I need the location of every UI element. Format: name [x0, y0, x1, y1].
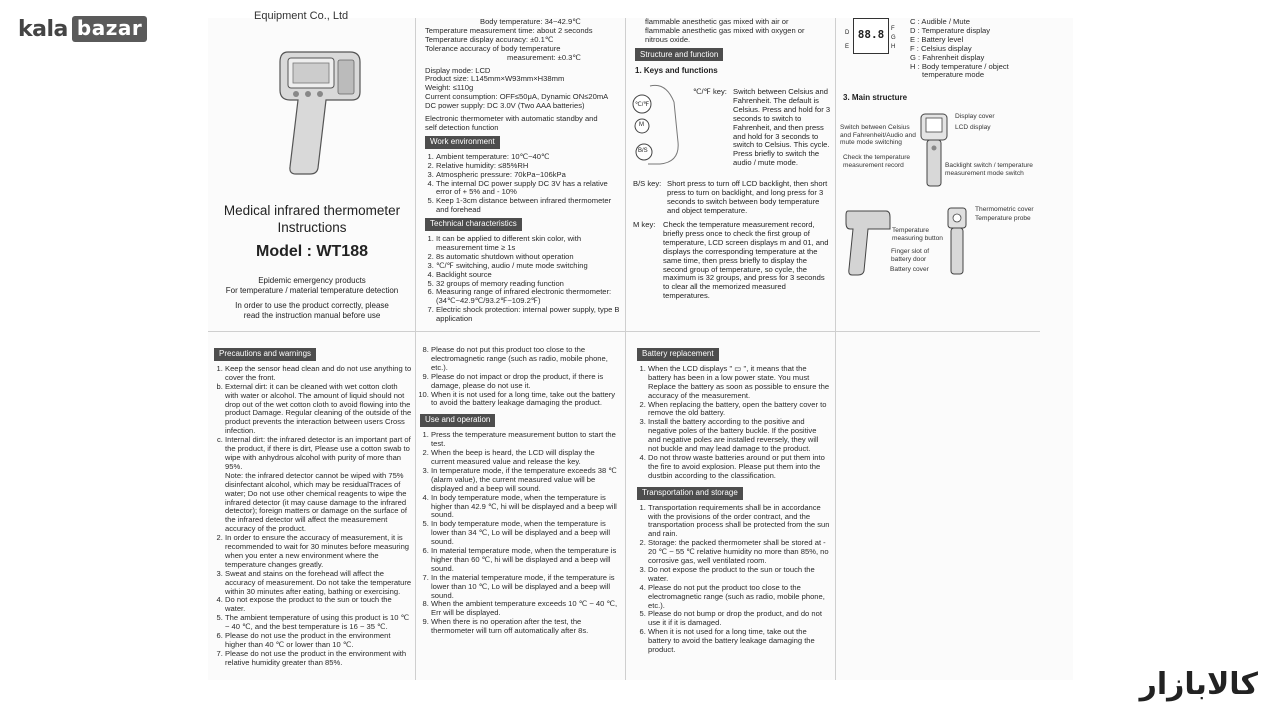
- spec-line: Body temperature: 34~42.9℃: [480, 17, 581, 26]
- battery-column: [637, 345, 831, 655]
- list-item: 2. Storage: the packed thermometer shall be stored at - 20 ℃ ~ 55 ℃ relative humidity no more than 85%, no corrosive gas, well ventilated room.: [648, 539, 831, 566]
- list-item: 1. It can be applied to different skin color, with measurement time ≥ 1s: [436, 235, 621, 253]
- thermometer-illustration: [268, 40, 368, 180]
- label-backlight-switch: Backlight switch / temperature measurement mode switch: [945, 162, 1033, 177]
- list-item: 4. Backlight source: [436, 271, 621, 280]
- spec-line: Temperature measurement time: about 2 seconds: [425, 25, 593, 35]
- cover-note-4: read the instruction manual before use: [243, 310, 381, 320]
- key-m-label: M key:: [633, 220, 656, 229]
- list-item: 9. Please do not impact or drop the product, if there is damage, please do not use it.: [431, 373, 620, 391]
- legend-line: D : Temperature display: [910, 25, 991, 35]
- label-temperature-probe: Temperature probe: [975, 215, 1031, 222]
- list-item: 3. Atmospheric pressure: 70kPa~106kPa: [436, 171, 621, 180]
- transport-storage-list: [637, 504, 831, 655]
- display-legend: [910, 18, 1035, 80]
- list-item: 4. In body temperature mode, when the temperature is higher than 42.9 ℃, hi will be displayed and a beep will sound.: [431, 494, 620, 521]
- lcd-digits: 88.8: [857, 28, 885, 41]
- list-item: b. External dirt: it can be cleaned with wet cotton cloth with water or alcohol. The amount of liquid should not drop out of the wet cotton cloth to avoid flowing into the product Damage. Regular cleaning of the outside of the product prevents the interaction between users Cross infection.: [225, 383, 412, 436]
- lcd-letter-e: E: [845, 44, 850, 50]
- list-item: 1. Keep the sensor head clean and do not use anything to cover the front.: [225, 365, 412, 383]
- bs-button-icon: B/S: [638, 148, 648, 154]
- list-item: 5. In body temperature mode, when the temperature is lower than 34 ℃, Lo will be displayed and a beep will sound.: [431, 520, 620, 547]
- transport-storage-header: Transportation and storage: [637, 487, 743, 500]
- structure-top-line: flammable anesthetic gas mixed with oxygen or: [645, 25, 805, 35]
- use-operation-list: [420, 431, 620, 636]
- fold-line-3: [835, 18, 836, 680]
- list-item: 1. Ambient temperature: 10℃~40℃: [436, 153, 621, 162]
- side-view-illustration: [844, 207, 892, 277]
- key-m-desc: Check the temperature measurement record, briefly press once to check the first group of temperature, LCD screen displays m and 01, and displays the corresponding temperature at the same time, then press briefly to display the second group of temperature, so cycle, the maximum is 32 groups, and press for 3 seconds to clear all the memorized measured temperatures.: [663, 220, 829, 301]
- keys-functions-title: 1. Keys and functions: [635, 66, 718, 75]
- legend-line: temperature mode: [922, 70, 985, 80]
- lcd-screen: [853, 18, 889, 54]
- cover-notes: [210, 276, 414, 320]
- fold-line-horizontal: [208, 331, 1040, 332]
- list-item: 6. When it is not used for a long time, take out the battery to avoid the battery leakage damaging the product.: [648, 628, 831, 655]
- cover-note-1: Epidemic emergency products: [258, 276, 366, 285]
- list-item: 2. When the beep is heard, the LCD will display the current measured value and release the key.: [431, 449, 620, 467]
- spec-line: Electronic thermometer with automatic standby and: [425, 114, 598, 124]
- key-bs-desc: Short press to turn off LCD backlight, then short press to turn on backlight, and long press for 3 seconds to switch between body temperature and object temperature.: [667, 179, 828, 215]
- list-item: 5. Please do not bump or drop the product, and do not use it if it is damaged.: [648, 610, 831, 628]
- list-item: 2. In order to ensure the accuracy of measurement, it is recommended to wait for 30 minutes before measuring when you enter a new environment where the temperature changes greatly.: [225, 534, 412, 570]
- label-measuring-button: Temperature measuring button: [892, 227, 943, 242]
- kalabazar-watermark: کالابازار: [1139, 667, 1258, 702]
- probe-view-illustration: [946, 206, 968, 276]
- fold-line-2: [625, 18, 626, 680]
- work-environment-list: [425, 153, 621, 215]
- spec-line: DC power supply: DC 3.0V (Two AAA batteries): [425, 101, 585, 111]
- cover-title-line2: Instructions: [277, 220, 347, 235]
- list-item: 4. Do not expose the product to the sun or touch the water.: [225, 596, 412, 614]
- structure-top-line: nitrous oxide.: [645, 34, 691, 44]
- spec-line: self detection function: [425, 122, 499, 132]
- spec-line: Display mode: LCD: [425, 65, 491, 75]
- list-item: 7. Electric shock protection: internal power supply, type B application: [436, 306, 621, 324]
- company-name: Equipment Co., Ltd: [254, 10, 349, 22]
- spec-line: Current consumption: OFF≤50μA, Dynamic ON≤20mA: [425, 92, 609, 102]
- list-item: 7. Please do not use the product in the environment with relative humidity greater than 85%.: [225, 650, 412, 668]
- list-item: 1. Press the temperature measurement button to start the test.: [431, 431, 620, 449]
- key-bs-label: B/S key:: [633, 179, 662, 188]
- logo-text-kala: kala: [18, 16, 68, 42]
- specs-column: [425, 18, 621, 324]
- list-item: 3. In temperature mode, if the temperature exceeds 38 ℃ (alarm value), the current measured value will be displayed and a beep will sound.: [431, 467, 620, 494]
- lcd-letter-h: H: [891, 44, 896, 50]
- precautions-header: Precautions and warnings: [214, 348, 316, 361]
- list-item: [225, 436, 412, 534]
- list-item: 1. When the LCD displays " ▭ ", it means that the battery has been in a low power state. You must Replace the battery as soon as possible to ensure the accuracy of the measurement.: [648, 365, 831, 401]
- lcd-letter-f: F: [891, 26, 895, 32]
- label-finger-slot: Finger slot of battery door: [891, 248, 930, 263]
- list-item: 6. In material temperature mode, when the temperature is higher than 60 ℃, hi will be displayed and a beep will sound.: [431, 547, 620, 574]
- work-environment-header: Work environment: [425, 136, 500, 149]
- label-battery-cover: Battery cover: [890, 266, 929, 273]
- precautions-continued-list: [420, 346, 620, 408]
- legend-line: C : Audible / Mute: [910, 17, 970, 26]
- list-item: 6. Measuring range of infrared electronic thermometer: (34℃~42.9℃/93.2℉~109.2℉): [436, 288, 621, 306]
- spec-line: Product size: L145mm×W93mm×H38mm: [425, 74, 565, 84]
- legend-line: H : Body temperature / object: [910, 61, 1009, 71]
- lcd-letter-d: D: [845, 30, 850, 36]
- structure-top-line: flammable anesthetic gas mixed with air or: [645, 17, 789, 26]
- list-item: 8. When the ambient temperature exceeds 10 ℃ ~ 40 ℃, Err will be displayed.: [431, 600, 620, 618]
- battery-replacement-header: Battery replacement: [637, 348, 719, 361]
- lcd-display-diagram: [845, 18, 905, 56]
- list-item: 3. Install the battery according to the positive and negative poles of the battery buckle. If the positive and negative poles are installed reversely, they will not buckle and may lead damage to the product.: [648, 418, 831, 454]
- list-item: 2. When replacing the battery, open the battery cover to remove the old battery.: [648, 401, 831, 419]
- list-item: 3. ℃/℉ switching, audio / mute mode switching: [436, 262, 621, 271]
- list-item: 9. When there is no operation after the test, the thermometer will turn off automatically after 8s.: [431, 618, 620, 636]
- main-structure-title: 3. Main structure: [843, 93, 908, 102]
- list-item: 2. Relative humidity: ≤85%RH: [436, 162, 621, 171]
- cover-note-2: For temperature / material temperature detection: [225, 285, 399, 295]
- list-item: 7. In the material temperature mode, if the temperature is lower than 10 ℃, Lo will be displayed and a beep will sound.: [431, 574, 620, 601]
- spec-line: measurement: ±0.3℃: [507, 52, 581, 62]
- list-item: 10. When it is not used for a long time, take out the battery to avoid the battery leakage damaging the product.: [431, 391, 620, 409]
- list-item: 6. Please do not use the product in the environment higher than 40 ℃ or lower than 10 ℃.: [225, 632, 412, 650]
- key-cf-desc: Switch between Celsius and Fahrenheit. The default is Celsius. Press and hold for 3 seconds to switch to Fahrenheit, and then press and hold for 3 seconds to switch to Celsius. This cycle. Press briefly to switch the audio / mute mode.: [733, 87, 831, 168]
- spec-line: Temperature display accuracy: ±0.1℃: [425, 34, 554, 44]
- list-item: 5. The ambient temperature of using this product is 10 ℃ ~ 40 ℃, and the best temperature is 16 ~ 35 ℃.: [225, 614, 412, 632]
- cover-title-line1: Medical infrared thermometer: [223, 203, 401, 218]
- list-item: 4. Please do not put the product too close to the electromagnetic range (such as radio, mobile phone, etc.).: [648, 584, 831, 611]
- label-display-cover: Display cover: [955, 113, 995, 120]
- kalabazar-logo[interactable]: [18, 16, 147, 42]
- cover-model: Model : WT188: [255, 243, 368, 260]
- list-item: 8. Please do not put this product too close to the electromagnetic range (such as radio, mobile phone, etc.).: [431, 346, 620, 373]
- precautions-column: [214, 345, 412, 668]
- structure-column-top: [645, 18, 825, 45]
- list-item: 1. Transportation requirements shall be in accordance with the provisions of the order contract, and the transportation process shall be protected from the sun and rain.: [648, 504, 831, 540]
- legend-line: E : Battery level: [910, 34, 964, 44]
- logo-text-bazar: bazar: [72, 16, 147, 42]
- list-item: 4. Do not throw waste batteries around or put them into the fire to avoid explosion. Please put them into the dustbin according to the classification.: [648, 454, 831, 481]
- list-item: 3. Do not expose the product to the sun or touch the water.: [648, 566, 831, 584]
- technical-characteristics-list: [425, 235, 621, 324]
- label-check-record: Check the temperature measurement record: [843, 154, 911, 169]
- structure-function-header: Structure and function: [635, 48, 723, 61]
- cover-title: [210, 202, 414, 236]
- key-bs: [633, 180, 831, 216]
- label-lcd-display: LCD display: [955, 124, 991, 131]
- legend-line: G : Fahrenheit display: [910, 52, 985, 62]
- key-cf: [693, 88, 833, 168]
- precautions-list: [214, 365, 412, 668]
- precaution-internal-dirt: Internal dirt: the infrared detector is an important part of the product, if there is dirt, Please use a cotton swab to wipe with anhydrous alcohol with purity of more than 95%.: [225, 435, 411, 471]
- technical-characteristics-header: Technical characteristics: [425, 218, 522, 231]
- precaution-note: Note: the infrared detector cannot be wiped with 75% disinfectant alcohol, which may be residualTraces of water; Do not use other chemical reagents to wipe the infrared detector (it may cause damage to the infrared detector); foreign matters or damage on the surface of the infrared detector will affect the measurement accuracy of the product.: [225, 470, 407, 534]
- cover-note-3: In order to use the product correctly, please: [235, 301, 389, 310]
- list-item: 5. 32 groups of memory reading function: [436, 280, 621, 289]
- use-operation-header: Use and operation: [420, 414, 495, 427]
- list-item: 2. 8s automatic shutdown without operation: [436, 253, 621, 262]
- spec-line: Tolerance accuracy of body temperature: [425, 43, 561, 53]
- lcd-letter-g: G: [891, 35, 896, 41]
- list-item: 3. Sweat and stains on the forehead will affect the accuracy of measurement. Do not take the temperature within 30 minutes after eating, bathing or exercising.: [225, 570, 412, 597]
- key-cf-label: ℃/℉ key:: [693, 87, 727, 96]
- legend-line: F : Celsius display: [910, 43, 972, 53]
- label-switch: Switch between Celsius and Fahrenheit/Audio and mute mode switching: [840, 124, 916, 146]
- spec-line: Weight: ≤110g: [425, 83, 474, 93]
- fold-line-1: [415, 18, 416, 680]
- label-thermometric-cover: Thermometric cover: [975, 206, 1034, 213]
- battery-replacement-list: [637, 365, 831, 481]
- key-m: [633, 221, 831, 301]
- m-button-icon: M: [639, 122, 644, 128]
- cf-button-icon: ℃/℉: [635, 102, 650, 108]
- list-item: 4. The internal DC power supply DC 3V has a relative error of + 5% and - 10%: [436, 180, 621, 198]
- list-item: 5. Keep 1-3cm distance between infrared thermometer and forehead: [436, 197, 621, 215]
- use-column: [420, 346, 620, 636]
